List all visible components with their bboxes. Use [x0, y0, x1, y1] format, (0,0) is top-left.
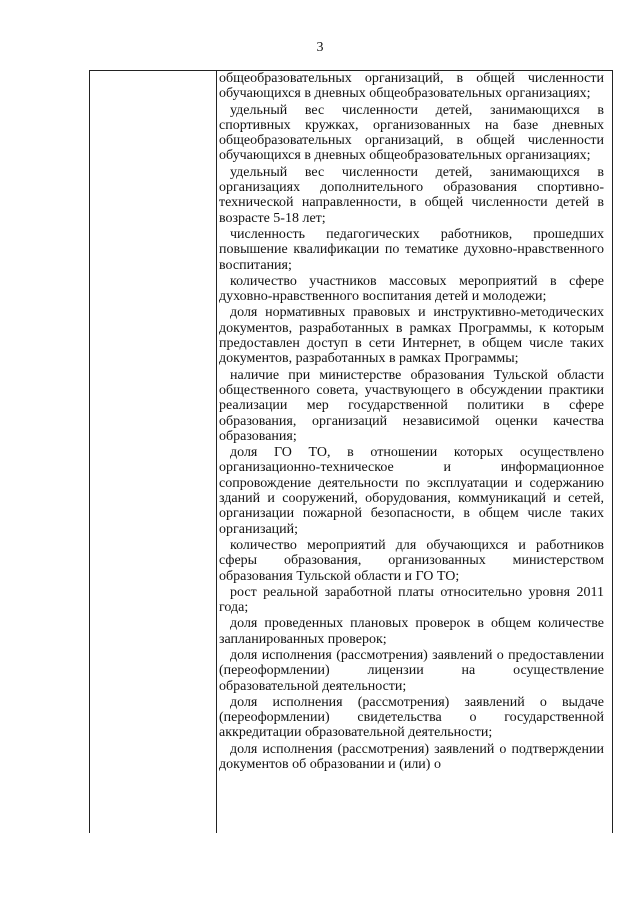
indicator-paragraph: количество мероприятий для обучающихся и работников сферы образования, организованных министерством образования Тульской области и ГО ТО; — [219, 537, 604, 584]
indicator-paragraph: удельный вес численности детей, занимающихся в спортивных кружках, организованных на базе дневных общеобразовательных организаций, в общей численности обучающихся в дневных общеобразовательных организациях; — [219, 102, 604, 164]
program-table — [89, 70, 613, 833]
indicator-paragraph: доля нормативных правовых и инструктивно-методических документов, разработанных в рамках Программы, к которым предоставлен доступ в сети Интернет, в общем числе таких документов, разработанных в рамках Программы; — [219, 305, 604, 367]
indicator-paragraph: доля исполнения (рассмотрения) заявлений о подтверждении документов об образовании и (или) о — [219, 741, 604, 773]
indicators-column — [217, 71, 612, 772]
page-number: 3 — [316, 40, 324, 55]
indicator-paragraph: удельный вес численности детей, занимающихся в организациях дополнительного образования спортивно-технической направленности, в общей численности детей в возрасте 5-18 лет; — [219, 164, 604, 226]
indicator-paragraph: доля проведенных плановых проверок в общем количестве запланированных проверок; — [219, 616, 604, 647]
indicator-paragraph: численность педагогических работников, прошедших повышение квалификации по тематике духовно-нравственного воспитания; — [219, 226, 604, 273]
indicator-paragraph: доля ГО ТО, в отношении которых осуществлено организационно-техническое и информационное сопровождение деятельности по эксплуатации и содержанию зданий и сооружений, оборудования, коммуникаций и сетей, организации пожарной безопасности, в общем числе таких организаций; — [219, 445, 604, 537]
indicator-paragraph: общеобразовательных организаций, в общей численности обучающихся в дневных общеобразовательных организациях; — [219, 71, 604, 102]
indicator-paragraph: количество участников массовых мероприятий в сфере духовно-нравственного воспитания детей и молодежи; — [219, 273, 604, 305]
indicator-paragraph: доля исполнения (рассмотрения) заявлений о предоставлении (переоформлении) лицензии на осуществление образовательной деятельности; — [219, 647, 604, 694]
indicator-paragraph: доля исполнения (рассмотрения) заявлений о выдаче (переоформлении) свидетельства о государственной аккредитации образовательной деятельности; — [219, 694, 604, 741]
indicator-paragraph: наличие при министерстве образования Тульской области общественного совета, участвующего в обсуждении практики реализации мер государственной политики в сфере образования, организаций независимой оценки качества образования; — [219, 367, 604, 444]
indicator-paragraph: рост реальной заработной платы относительно уровня 2011 года; — [219, 584, 604, 616]
